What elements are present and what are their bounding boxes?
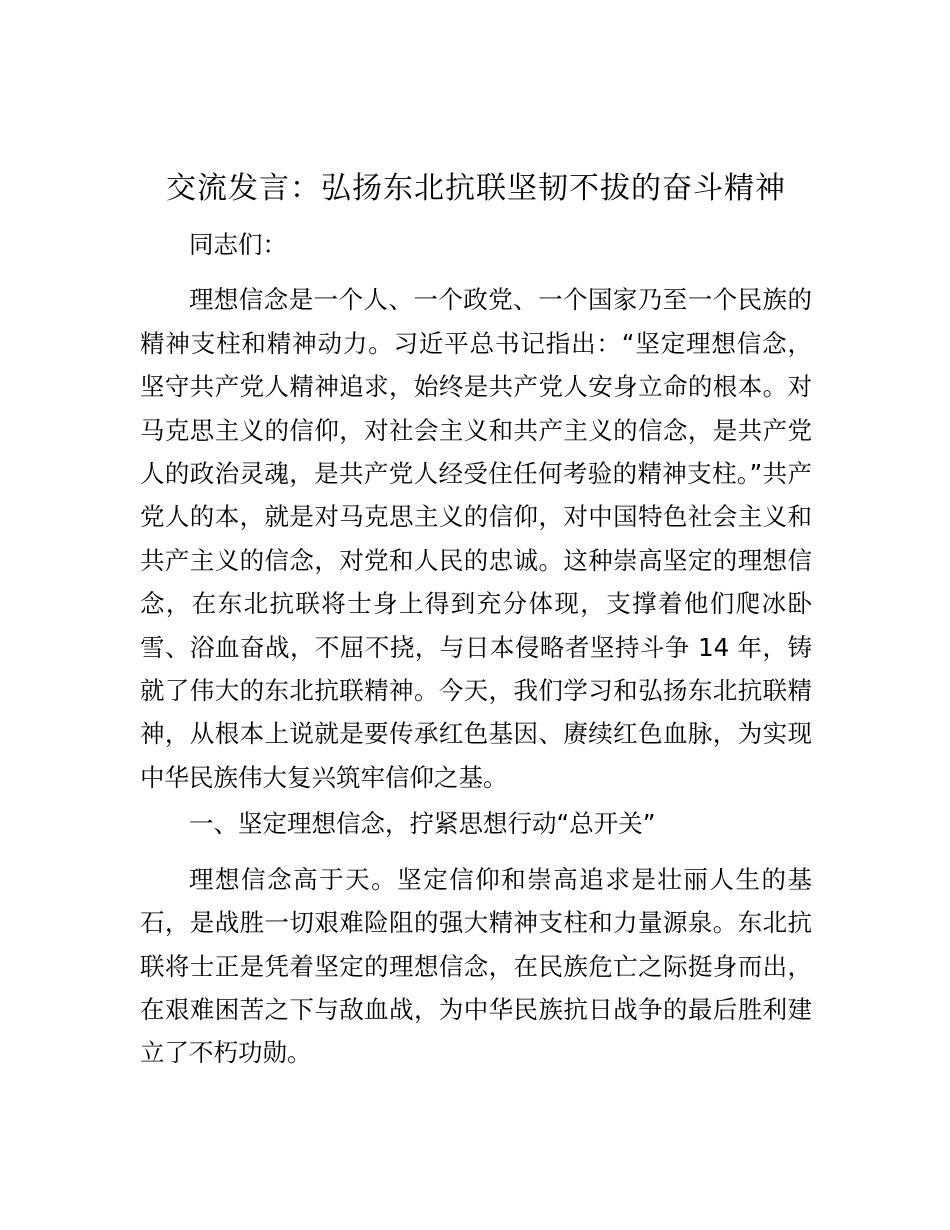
document-body — [140, 223, 812, 1078]
document-title: 交流发言：弘扬东北抗联坚韧不拔的奋斗精神 — [166, 171, 786, 206]
salutation: 同志们： — [189, 230, 287, 259]
section-paragraph: 理想信念高于天。坚定信仰和崇高追求是壮丽人生的基石，是战胜一切艰难险阻的强大精神支柱和力量源泉。东北抗联将士正是凭着坚定的理想信念，在民族危亡之际挺身而出，在艰难困苦之下与敌血战，为中华民族抗日战争的最后胜利建立了不朽功勋。 — [140, 864, 812, 1068]
intro-paragraph: 理想信念是一个人、一个政党、一个国家乃至一个民族的精神支柱和精神动力。习近平总书记指出：“坚定理想信念，坚守共产党人精神追求，始终是共产党人安身立命的根本。对马克思主义的信仰，对社会主义和共产主义的信念，是共产党人的政治灵魂，是共产党人经受住任何考验的精神支柱。”共产党人的本，就是对马克思主义的信仰，对中国特色社会主义和共产主义的信念，对党和人民的忠诚。这种崇高坚定的理想信念，在东北抗联将士身上得到充分体现，支撑着他们爬冰卧雪、浴血奋战，不屈不挠，与日本侵略者坚持斗争 14 年，铸就了伟大的东北抗联精神。今天，我们学习和弘扬东北抗联精神，从根本上说就是要传承红色基因、赓续红色血脉，为实现中华民族伟大复兴筑牢信仰之基。 — [140, 285, 812, 792]
section-heading: 一、坚定理想信念，拧紧思想行动“总开关” — [189, 809, 656, 839]
